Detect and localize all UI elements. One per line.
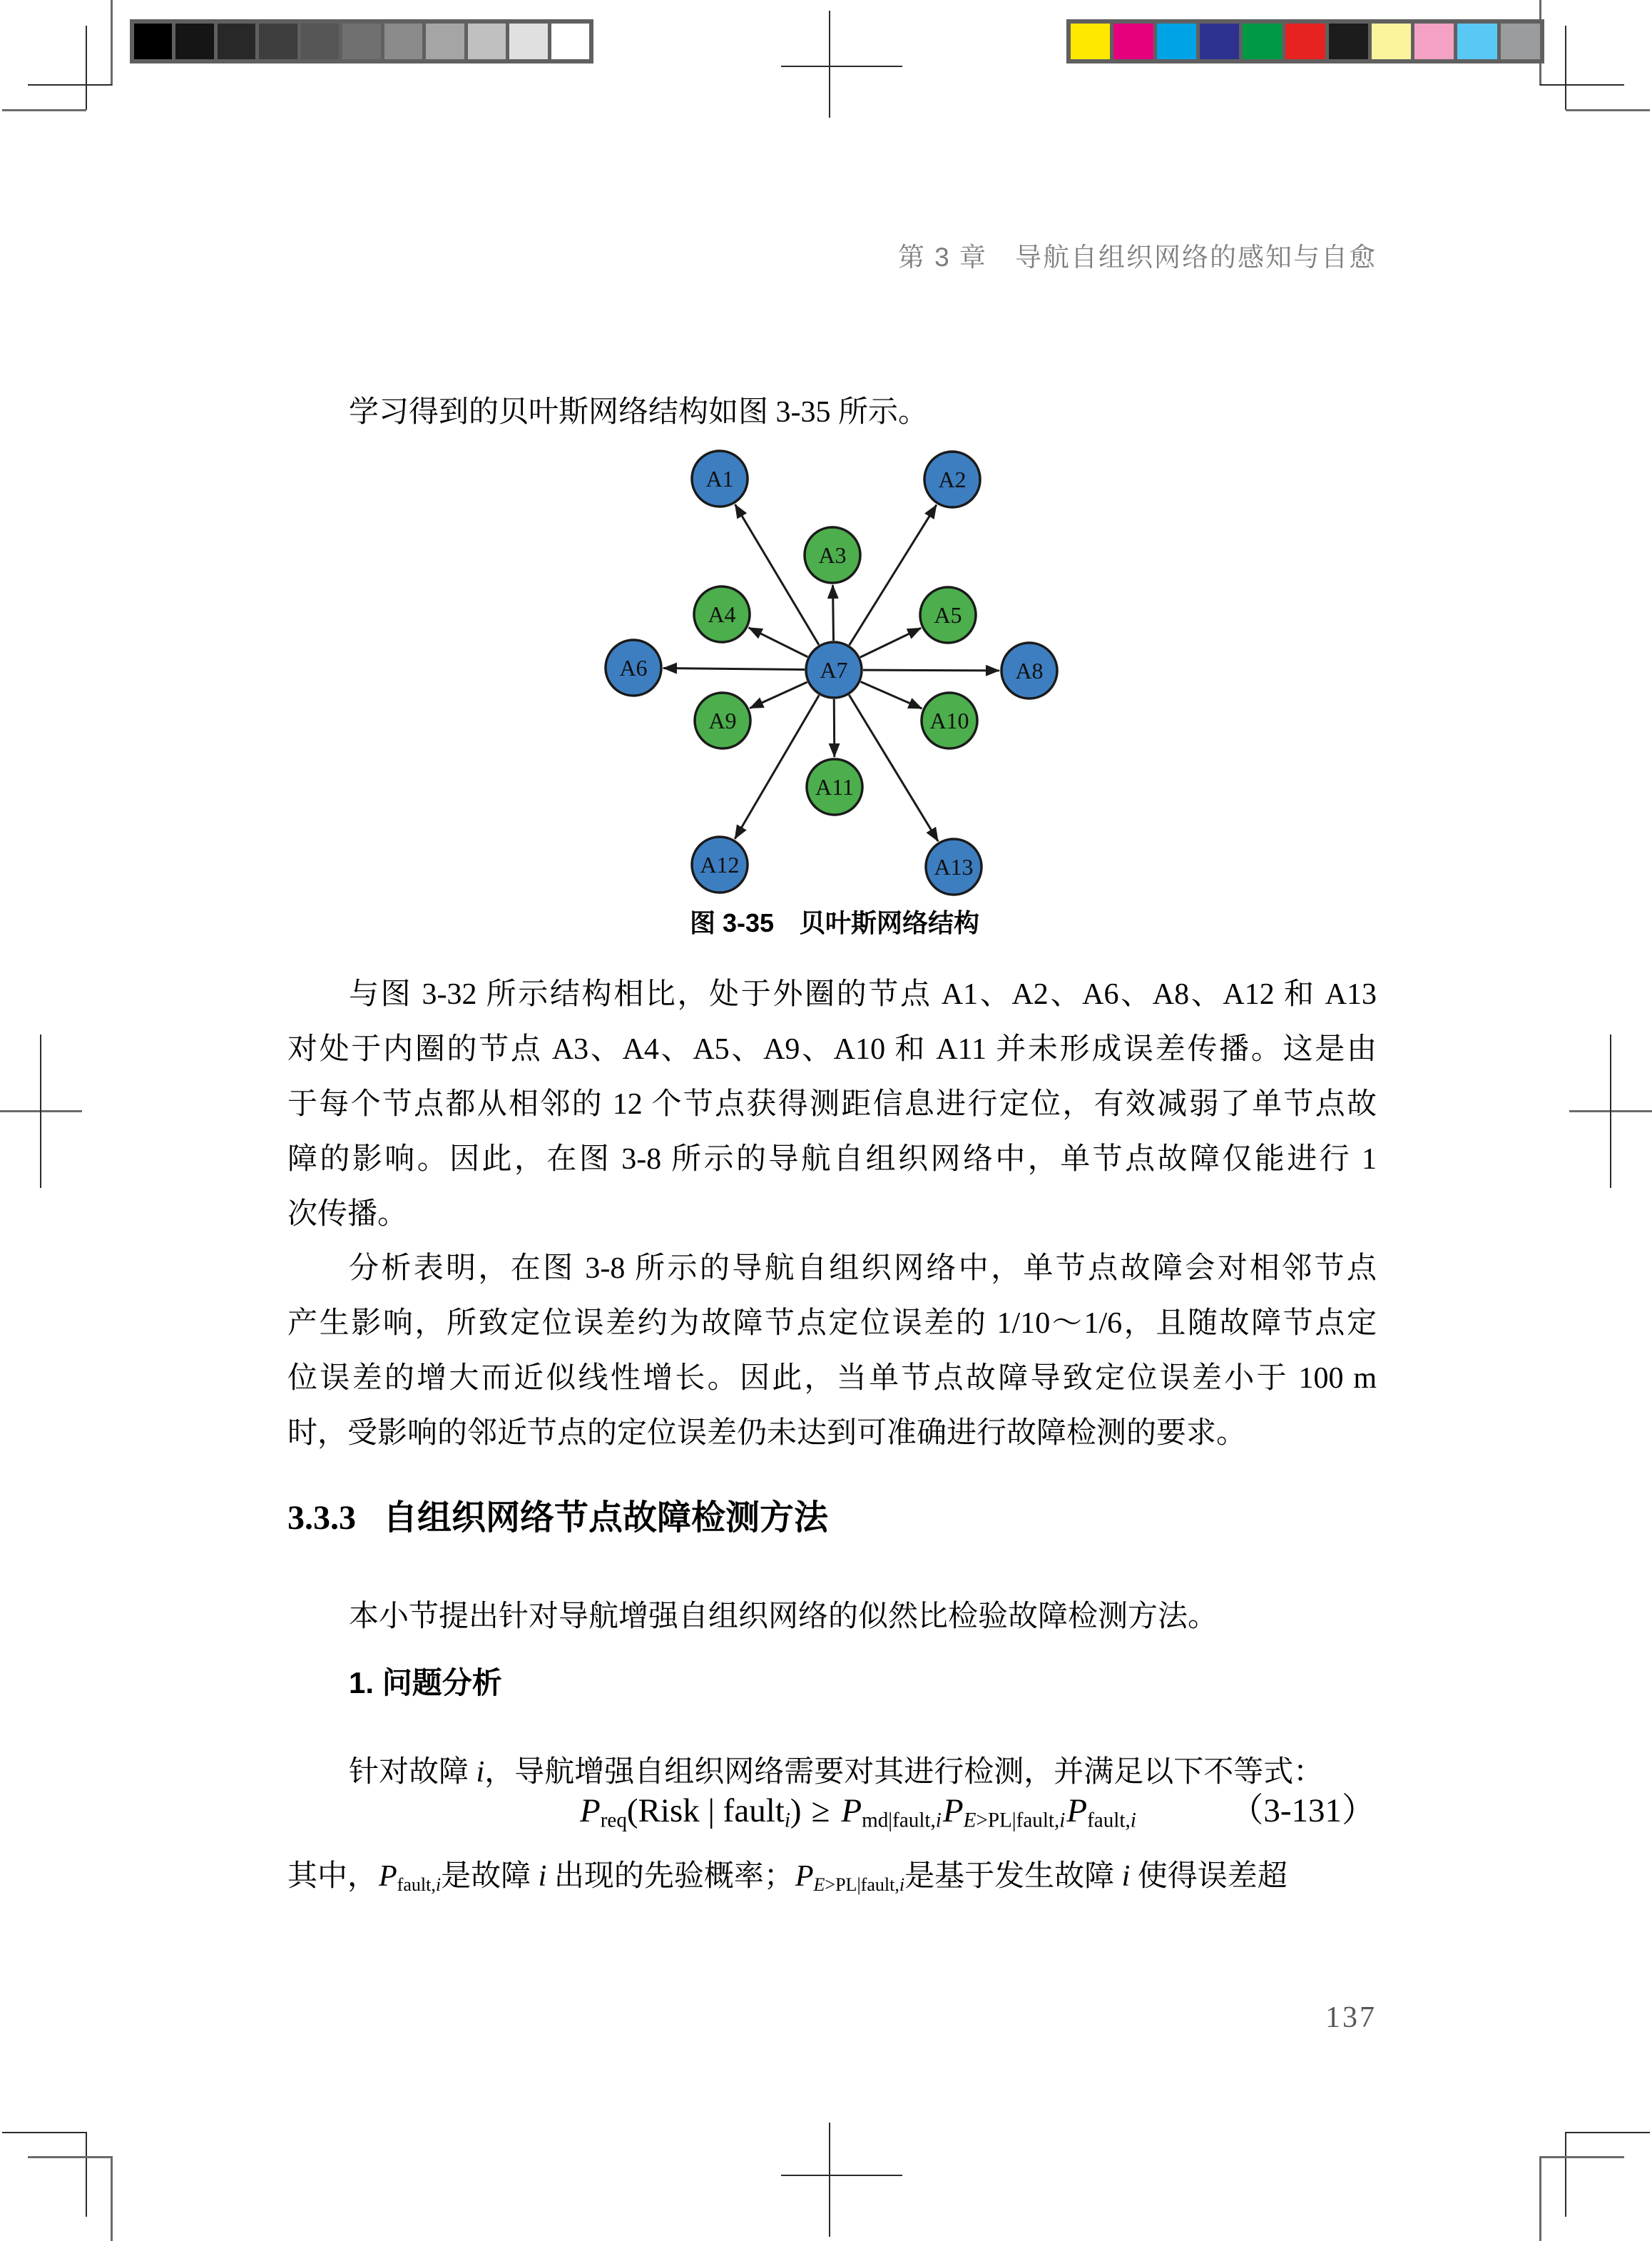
color-swatch [1285,24,1325,59]
math-variable: i [1059,1809,1066,1832]
math-variable: i [784,1809,790,1832]
crop-mark-bottom-right-h-outer [1540,2156,1624,2158]
equation-formula [578,1781,1136,1851]
equation-number: （3-131） [1230,1792,1375,1829]
text-run: ) [790,1792,802,1829]
math-variable: i [476,1756,485,1789]
math-variable: E [963,1809,977,1832]
node-label: A9 [708,708,737,733]
text-run: 出现的先验概率； [546,1860,794,1893]
text-line: 于每个节点都从相邻的 12 个节点获得测距信息进行定位，有效减弱了单节点故 [287,1088,1377,1121]
node-label: A7 [820,657,848,683]
text-line: 位误差的增大而近似线性增长。因此，当单节点故障导致定位误差小于 100 m [287,1362,1377,1395]
crop-mark-bottom-right-h-inner [1566,2132,1650,2133]
math-subscript: >PL|fault, [976,1809,1060,1832]
crop-mark-top-right-h-inner [1540,84,1624,86]
math-subscript: >PL|fault, [825,1874,899,1895]
crop-mark-top-left-h-outer [2,109,86,111]
text-run: 使得误差超 [1130,1860,1288,1893]
subheading-problem-analysis: 1. 问题分析 [349,1666,502,1699]
register-mark-top-center-h [781,66,902,67]
crop-mark-bottom-left-h-outer [28,2156,112,2158]
register-mark-right-center-v [1610,1035,1611,1188]
edge-A7-A6 [663,668,805,669]
text-line: 对处于内圈的节点 A3、A4、A5、A9、A10 和 A11 并未形成误差传播。这是由 [287,1033,1377,1066]
math-subscript: req [600,1809,627,1832]
node-A5 [920,587,976,643]
paragraph-equation-explanation [287,1849,1377,1904]
crop-mark-top-left-v-inner [86,26,87,110]
color-swatch [1113,24,1153,59]
math-variable: P [841,1792,862,1829]
node-label: A6 [619,655,648,681]
register-mark-left-center-v [40,1035,41,1188]
edge-A7-A4 [749,628,808,657]
node-A4 [694,586,750,642]
register-mark-top-center-v [829,11,830,118]
node-label: A2 [938,467,967,492]
crop-mark-top-left-v-outer [111,0,113,86]
node-A13 [926,839,981,895]
crop-mark-bottom-left-v-outer [111,2156,113,2241]
edge-A7-A8 [863,670,999,671]
section-title: 自组织网络节点故障检测方法 [383,1499,829,1537]
node-A10 [922,693,977,748]
node-label: A8 [1015,658,1044,684]
text-run: 其中， [287,1860,378,1893]
math-variable: i [538,1860,547,1893]
crop-mark-bottom-right-v-outer [1539,2156,1541,2241]
node-A1 [692,451,748,507]
color-swatch [1157,24,1196,59]
math-variable: i [935,1809,942,1832]
math-variable: i [899,1874,905,1895]
crop-mark-top-left-h-inner [28,84,112,86]
color-swatch [1200,24,1239,59]
color-swatch [1071,24,1110,59]
color-swatch [1329,24,1368,59]
node-label: A13 [934,854,974,880]
section-number: 3.3.3 [287,1499,356,1537]
node-label: A4 [708,601,736,627]
node-label: A5 [934,602,962,628]
node-label: A10 [929,708,969,733]
register-mark-bottom-center-h [781,2175,902,2176]
grayscale-calibration-bar [130,19,593,63]
node-A6 [606,640,661,696]
math-variable: i [1130,1809,1136,1832]
text-run: 是基于发生故障 [904,1860,1122,1893]
crop-mark-bottom-left-v-inner [86,2132,87,2217]
text-line: 与图 3-32 所示结构相比，处于外圈的节点 A1、A2、A6、A8、A12 和 A13 [349,978,1377,1011]
math-variable: i [435,1874,442,1895]
node-A2 [924,452,980,507]
register-mark-bottom-center-v [829,2123,830,2237]
node-A12 [692,837,748,893]
text-line: 产生影响，所致定位误差约为故障节点定位误差的 1/10～1/6，且随故障节点定 [287,1307,1377,1340]
math-subscript: md|fault, [862,1809,936,1832]
text-run: ，导航增强自组织网络需要对其进行检测，并满足以下不等式： [484,1756,1324,1789]
color-swatch [1243,24,1282,59]
text-run: 是故障 [441,1860,539,1893]
text-line [287,1849,1377,1904]
node-A11 [807,759,862,815]
node-label: A1 [705,466,734,492]
paragraph-method-intro [287,1590,1377,1645]
edge-A7-A3 [833,585,834,641]
color-swatch [1414,24,1454,59]
node-label: A11 [815,774,854,800]
math-variable: P [580,1792,601,1829]
page-number: 137 [1325,2001,1377,2034]
math-variable: P [379,1860,397,1893]
color-swatch [301,24,339,59]
text-line: 障的影响。因此，在图 3-8 所示的导航自组织网络中，单节点故障仅能进行 1 [287,1143,1377,1176]
math-variable: P [1066,1792,1088,1829]
color-swatch [342,24,380,59]
node-A8 [1001,643,1057,698]
math-variable: i [1121,1860,1131,1893]
color-swatch [1457,24,1497,59]
figure-bayes-network-diagram [564,410,1106,924]
color-swatch [259,24,297,59]
section-heading [287,1490,828,1539]
node-A9 [695,693,750,748]
color-swatch [134,24,172,59]
crop-mark-top-right-v-inner [1565,26,1566,110]
text-line: 次传播。 [287,1198,408,1231]
color-swatch [468,24,506,59]
edge-A7-A10 [861,681,922,708]
node-A7 [806,642,862,698]
paragraph-analysis [287,1241,1377,1461]
running-head: 第 3 章 导航自组织网络的感知与自愈 [897,243,1377,272]
crop-mark-bottom-right-v-inner [1565,2132,1566,2217]
node-A3 [805,527,860,583]
edge-A7-A9 [750,682,807,708]
text-line: 本小节提出针对导航增强自组织网络的似然比检验故障检测方法。 [349,1600,1218,1633]
text-line: 学习得到的贝叶斯网络结构如图 3-35 所示。 [349,396,928,429]
text-line: 分析表明，在图 3-8 所示的导航自组织网络中，单节点故障会对相邻节点 [349,1252,1377,1285]
math-subscript: fault, [1087,1809,1131,1832]
text-run: (Risk | fault [626,1792,785,1829]
edge-A7-A5 [860,628,921,657]
color-swatch [175,24,213,59]
color-swatch [426,24,464,59]
color-swatch [509,24,547,59]
math-variable: P [795,1860,814,1893]
math-relation: ≥ [811,1792,830,1829]
color-swatch [384,24,422,59]
figure-caption: 图 3-35 贝叶斯网络结构 [689,908,980,937]
node-label: A3 [818,542,847,568]
text-line: 时，受影响的邻近节点的定位误差仍未达到可准确进行故障检测的要求。 [287,1417,1247,1450]
node-label: A12 [700,852,740,878]
color-swatch [1372,24,1411,59]
text-run: 针对故障 [349,1756,476,1789]
bayes-network-svg [564,410,1106,924]
color-calibration-bar [1066,19,1544,63]
color-swatch [218,24,255,59]
paragraph-comparison [287,967,1377,1242]
math-variable: P [942,1792,964,1829]
color-swatch [1501,24,1540,59]
math-variable: E [813,1874,825,1895]
equation-row [287,1781,1377,1841]
crop-mark-bottom-left-h-inner [2,2132,86,2133]
crop-mark-top-right-h-outer [1566,109,1650,111]
math-subscript: fault, [397,1874,436,1895]
color-swatch [551,24,589,59]
